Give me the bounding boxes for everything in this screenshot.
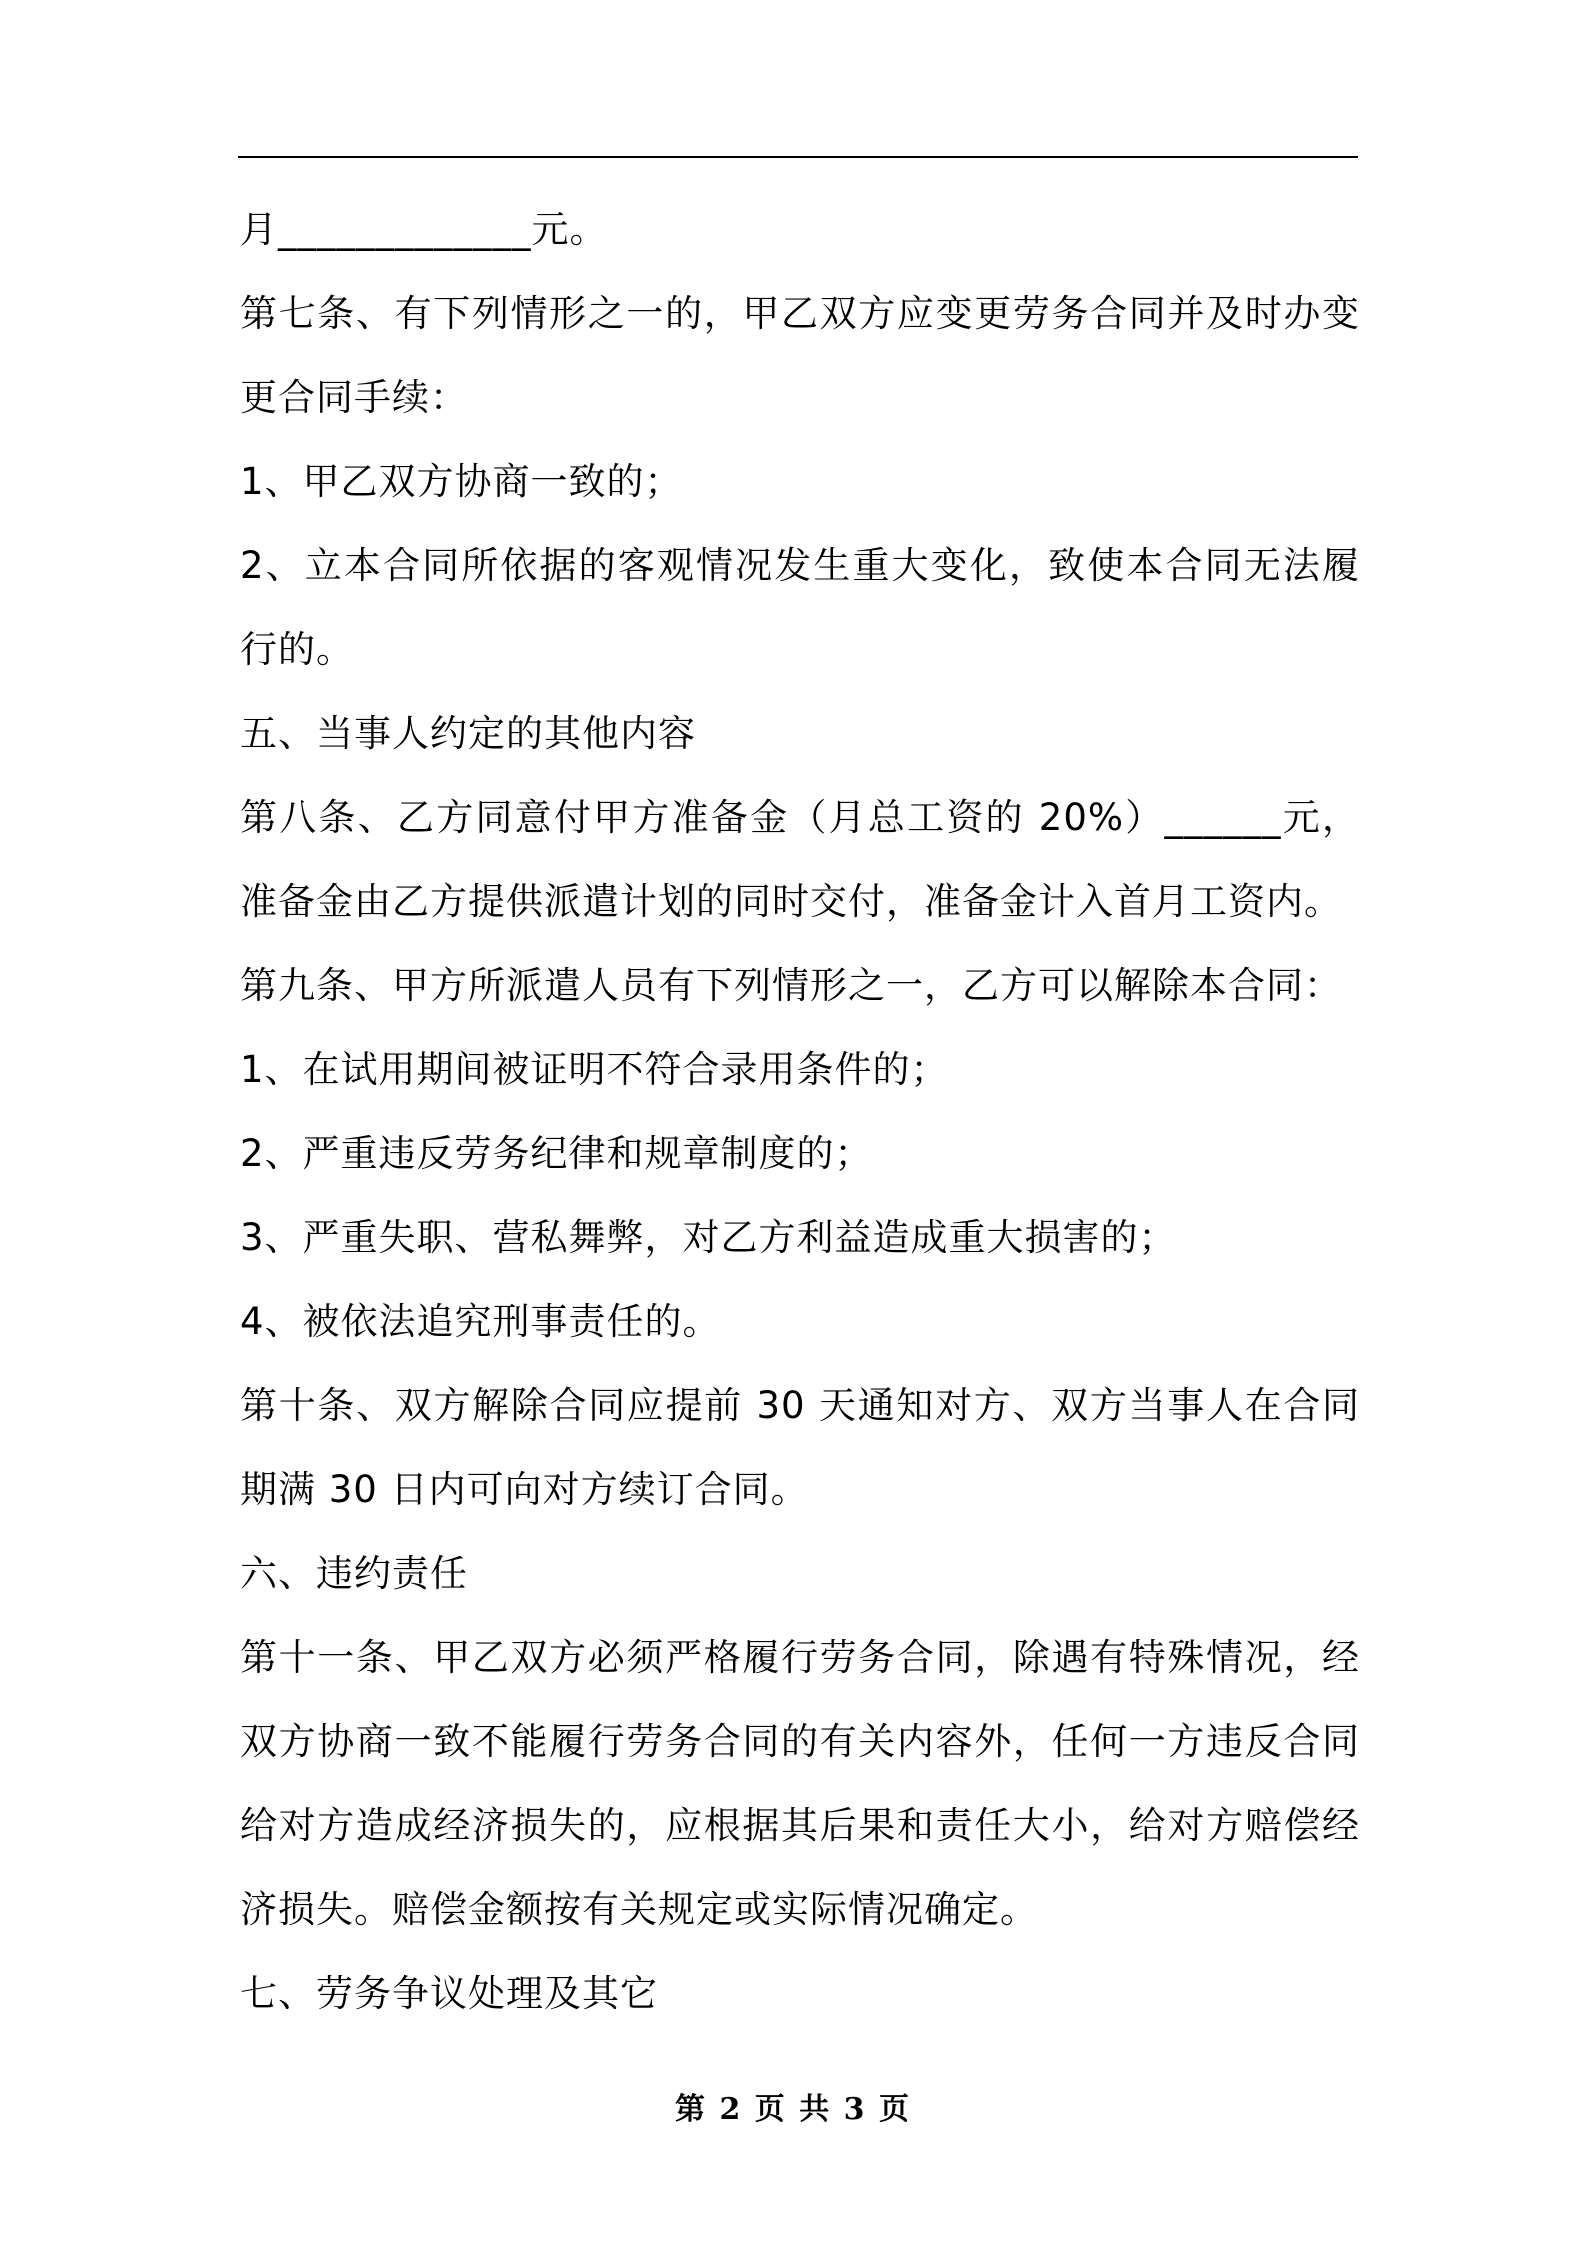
paragraph-article-9-item-3: 3、严重失职、营私舞弊，对乙方利益造成重大损害的； (240, 1216, 1177, 1259)
paragraph-article-7-item-1: 1、甲乙双方协商一致的； (240, 460, 683, 503)
paragraph-article-7-item-2: 2、立本合同所依据的客观情况发生重大变化，致使本合同无法履行的。 (240, 544, 1360, 671)
header-rule (238, 156, 1358, 158)
paragraph-article-10: 第十条、双方解除合同应提前 30 天通知对方、双方当事人在合同期满 30 日内可向对方续订合同。 (240, 1384, 1360, 1511)
section-heading-6: 六、违约责任 (240, 1552, 468, 1595)
paragraph-article-9-item-4: 4、被依法追究刑事责任的。 (240, 1300, 721, 1343)
paragraph-monthly-amount: 月_____________元。 (240, 208, 608, 251)
paragraph-article-8: 第八条、乙方同意付甲方准备金（月总工资的 20%）______元，准备金由乙方提供派遣计划的同时交付，准备金计入首月工资内。 (240, 796, 1360, 923)
page-footer: 第 2 页 共 3 页 (675, 2092, 911, 2127)
paragraph-article-9-item-2: 2、严重违反劳务纪律和规章制度的； (240, 1132, 873, 1175)
document-body (240, 188, 1360, 2036)
paragraph-article-9: 第九条、甲方所派遣人员有下列情形之一，乙方可以解除本合同： (240, 964, 1342, 1007)
section-heading-7: 七、劳务争议处理及其它 (240, 1972, 658, 2015)
paragraph-article-7: 第七条、有下列情形之一的，甲乙双方应变更劳务合同并及时办变更合同手续： (240, 292, 1360, 419)
section-heading-5: 五、当事人约定的其他内容 (240, 712, 696, 755)
paragraph-article-9-item-1: 1、在试用期间被证明不符合录用条件的； (240, 1048, 949, 1091)
paragraph-article-11: 第十一条、甲乙双方必须严格履行劳务合同，除遇有特殊情况，经双方协商一致不能履行劳务合同的有关内容外，任何一方违反合同给对方造成经济损失的，应根据其后果和责任大小，给对方赔偿经济损失。赔偿金额按有关规定或实际情况确定。 (240, 1636, 1360, 1931)
